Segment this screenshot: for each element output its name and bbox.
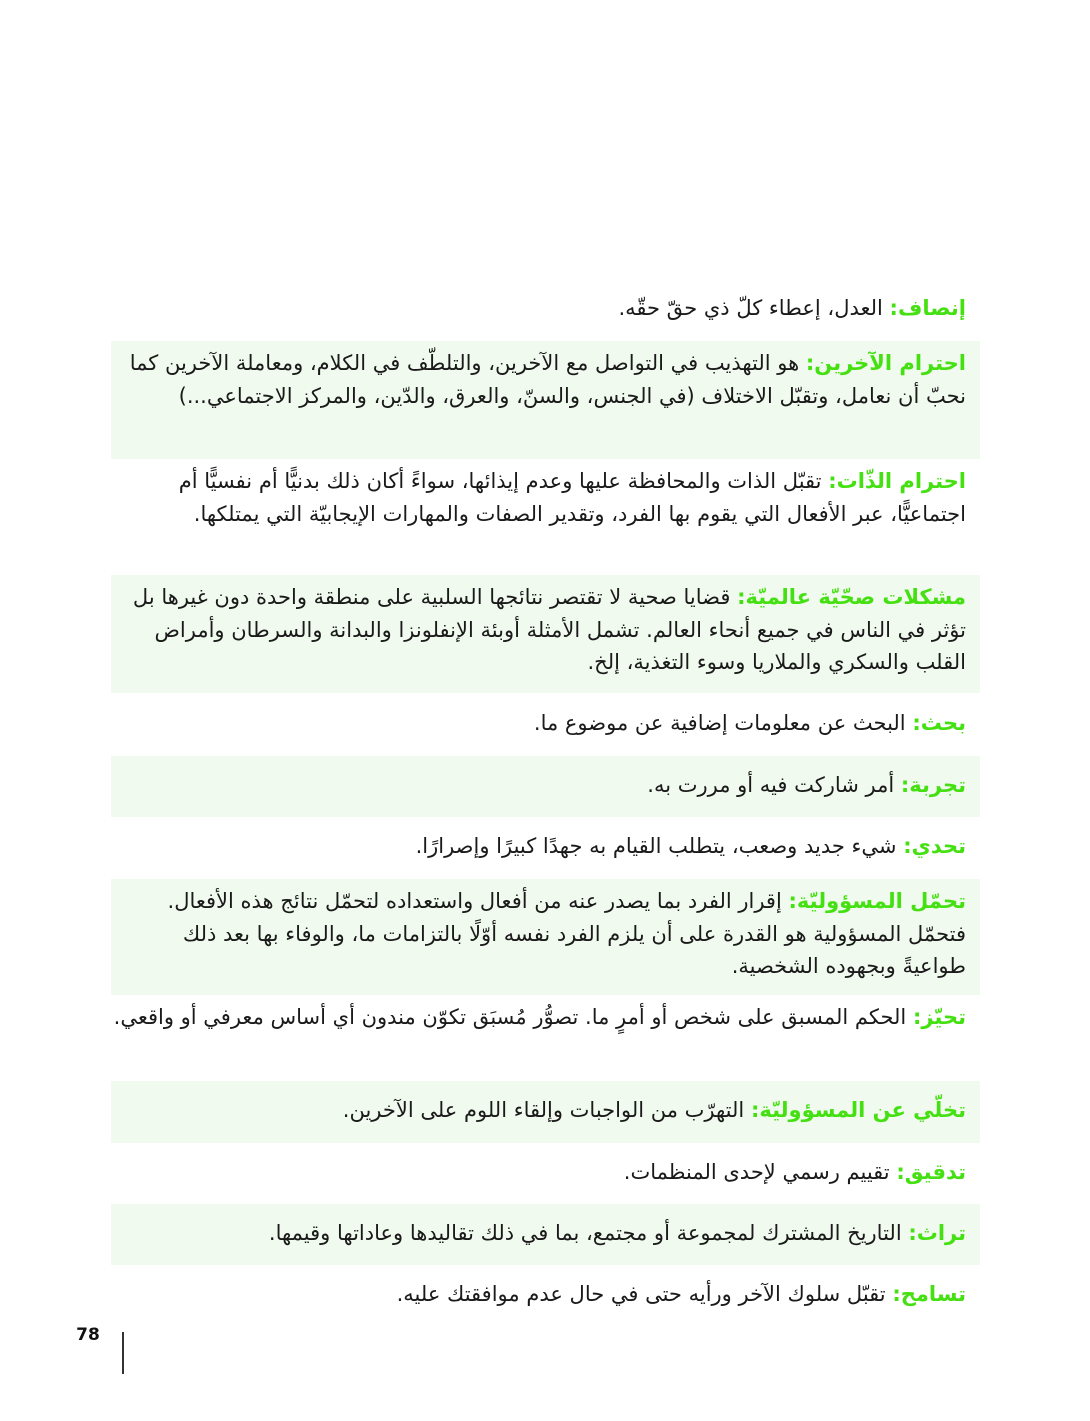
page-number: 78 [76,1325,100,1345]
glossary-entry [111,459,980,575]
glossary-entry [111,693,980,756]
glossary-term: تدقيق: [896,1160,966,1184]
glossary-definition: تقييم رسمي لإحدى المنظمات. [623,1160,890,1184]
glossary-entry [111,1265,980,1327]
glossary-definition: قضايا صحية لا تقتصر نتائجها السلبية على منطقة واحدة دون غيرها بل تؤثر في الناس في جميع أنحاء العالم. تشمل الأمثلة أوبئة الإنفلونزا والبدانة والسرطان وأمراض القلب والسكري والملاريا وسوء التغذية، إلخ. [132,585,966,674]
glossary-term: تحمّل المسؤوليّة: [788,889,966,913]
glossary-entry [111,286,980,341]
glossary-definition: العدل، إعطاء كلّ ذي حقّ حقّه. [618,296,883,320]
glossary-definition: إقرار الفرد بما يصدر عنه من أفعال واستعداده لتحمّل نتائج هذه الأفعال. فتحمّل المسؤولية هو القدرة على أن يلزم الفرد نفسه أوّلًا بالتزامات ما، والوفاء بها بعد ذلك طواعيةً وبجهوده الشخصية. [167,889,966,978]
glossary-term: تحيّز: [912,1005,966,1029]
glossary-entry [111,1204,980,1265]
glossary-entry [111,756,980,817]
glossary-definition: شيء جديد وصعب، يتطلب القيام به جهدًا كبيرًا وإصرارًا. [415,834,897,858]
glossary-entry [111,817,980,879]
glossary-entry [111,879,980,995]
glossary-definition: التاريخ المشترك لمجموعة أو مجتمع، بما في ذلك تقاليدها وعاداتها وقيمها. [268,1221,902,1245]
glossary-term: إنصاف: [889,296,966,320]
glossary-definition: الحكم المسبق على شخص أو أمرٍ ما. تصوُّر مُسبَق تكوّن مندون أي أساس معرفي أو واقعي. [113,1005,907,1029]
glossary-entry [111,995,980,1081]
glossary-entry [111,1143,980,1204]
glossary-entry [111,1081,980,1143]
glossary-entry [111,575,980,693]
glossary-term: احترام الذّات: [828,469,966,493]
glossary-term: تراث: [908,1221,966,1245]
glossary-definition: تقبّل سلوك الآخر ورأيه حتى في حال عدم موافقتك عليه. [396,1282,886,1306]
glossary-definition: تقبّل الذات والمحافظة عليها وعدم إيذائها، سواءً أكان ذلك بدنيًّا أم نفسيًّا أم اجتماعيًّا، عبر الأفعال التي يقوم بها الفرد، وتقدير الصفات والمهارات الإيجابيّة التي يمتلكها. [178,469,966,526]
glossary-entry [111,341,980,459]
glossary-term: بحث: [912,711,966,735]
glossary-list [111,286,980,1327]
glossary-term: تسامح: [892,1282,966,1306]
glossary-term: احترام الآخرين: [805,351,966,375]
glossary-term: تجربة: [900,773,966,797]
glossary-definition: أمر شاركت فيه أو مررت به. [647,773,895,797]
glossary-definition: البحث عن معلومات إضافية عن موضوع ما. [533,711,906,735]
glossary-definition: هو التهذيب في التواصل مع الآخرين، والتلطّف في الكلام، ومعاملة الآخرين كما نحبّ أن نعامل، وتقبّل الاختلاف (في الجنس، والسنّ، والعرق، والدّين، والمركز الاجتماعي...) [129,351,966,408]
glossary-term: تحدي: [903,834,966,858]
glossary-definition: التهرّب من الواجبات وإلقاء اللوم على الآخرين. [342,1098,745,1122]
glossary-term: مشكلات صحّيّة عالميّة: [737,585,966,609]
glossary-term: تخلّي عن المسؤوليّة: [750,1098,966,1122]
page-number-divider [122,1332,124,1374]
